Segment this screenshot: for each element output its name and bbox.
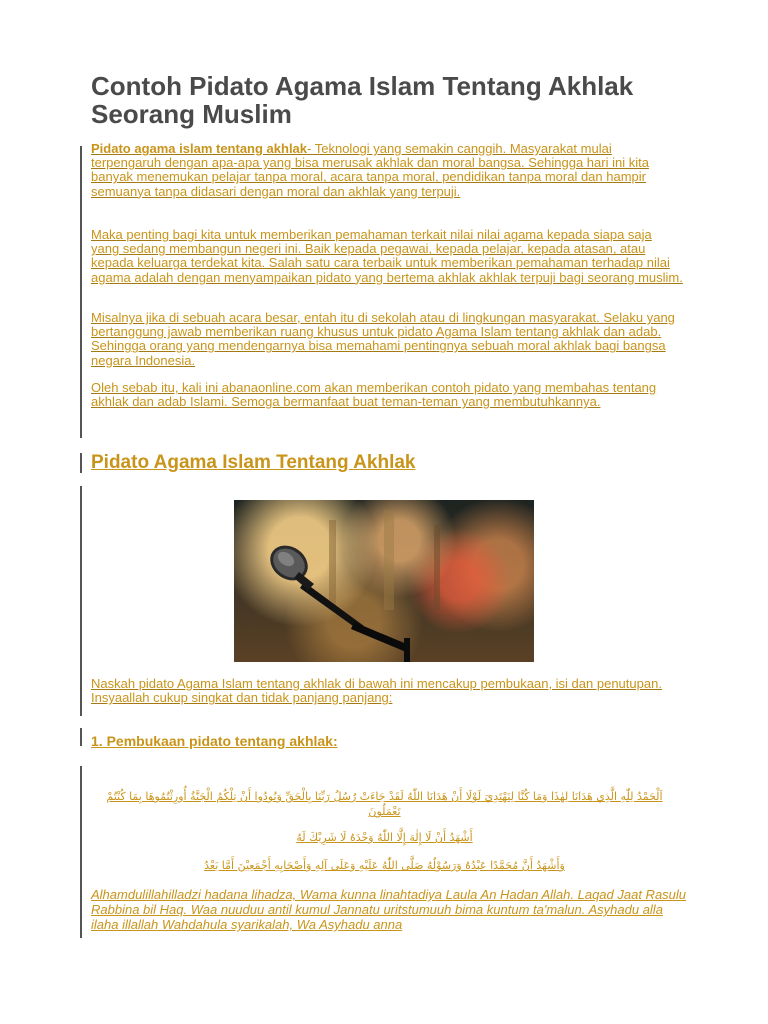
- left-border-rule-5: [80, 766, 82, 938]
- subheading-pembukaan[interactable]: 1. Pembukaan pidato tentang akhlak:: [91, 733, 338, 749]
- arabic-line-1: اَلْحَمْدُ لِلّٰهِ الَّذِي هَدَانَا لِهٰذَا وَمَا كُنَّا لِنَهْتَدِيَ لَوْلَا أَنْ هَدَانَا اللّٰهُ لَقَدْ جَاءَتْ رُسُلُ رَبِّنَا بِالْحَقِّ وَنُودُوا أَنْ تِلْكُمُ الْجَنَّةُ أُورِثْتُمُوهَا بِمَا كُنْتُمْ تَعْمَلُونَ: [106, 790, 663, 818]
- transliteration-paragraph[interactable]: Alhamdulillahilladzi hadana lihadza, Wama kunna linahtadiya Laula An Hadan Allah. Laqad Jaat Rasulu Rabbina bil Haq. Waa nuuduu antil kumul Jannatu uritstumuuh bima kuntum ta'malun. Asyhadu alla ilaha illallah Wahdahula syarikalah, Wa Asyhadu anna: [91, 887, 687, 932]
- arabic-line-2: أَشْهَدُ أَنْ لَا إِلٰهَ إِلَّا اللّٰهُ وَحْدَهُ لَا شَرِيْكَ لَهُ: [296, 831, 473, 844]
- arabic-line-3: وَأَشْهَدُ أَنَّ مُحَمَّدًا عَبْدُهُ وَرَسُوْلُهُ صَلَّى اللّٰهُ عَلَيْهِ وَعَلَى آلِهِ وَأَصْحَابِهِ أَجْمَعِيْنَ أَمَّا بَعْدُ: [204, 859, 565, 872]
- page-title: Contoh Pidato Agama Islam Tentang Akhlak Seorang Muslim: [91, 71, 634, 129]
- microphone-photo: [234, 500, 534, 662]
- microphone-icon: [234, 500, 534, 662]
- naskah-paragraph[interactable]: Naskah pidato Agama Islam tentang akhlak di bawah ini mencakup pembukaan, isi dan penutupan. Insyaallah cukup singkat dan tidak panjang panjang:: [91, 676, 662, 706]
- intro-rest-text: - Teknologi yang semakin canggih. Masyarakat mulai terpengaruh dengan apa-apa yang bisa merusak akhlak dan moral bangsa. Sehingga hari ini kita banyak menemukan pelajar tanpa moral, acara tanpa moral, pendidikan tanpa moral dan hampir semuanya tanpa didasari dengan moral dan akhlak yang terpuji.: [91, 141, 649, 199]
- left-border-rule-4: [80, 728, 82, 746]
- intro-lead-link[interactable]: Pidato agama islam tentang akhlak: [91, 141, 308, 156]
- intro-paragraph[interactable]: [91, 142, 683, 199]
- paragraph-4[interactable]: Oleh sebab itu, kali ini abanaonline.com akan memberikan contoh pidato yang membahas tentang akhlak dan adab Islami. Semoga bermanfaat buat teman-teman yang membutuhkannya.: [91, 380, 657, 410]
- paragraph-2[interactable]: Maka penting bagi kita untuk memberikan pemahaman terkait nilai nilai agama kepada siapa saja yang sedang membangun negeri ini. Baik kepada pegawai, kepada pelajar, kepada atasan, atau kepada keluarga terdekat kita. Salah satu cara terbaik untuk memberikan pemahaman terhadap nilai agama adalah dengan menyampaikan pidato yang bertema akhlak akhlak terpuji bagi seorang muslim.: [91, 227, 683, 285]
- left-border-rule-1: [80, 146, 82, 438]
- section-heading[interactable]: Pidato Agama Islam Tentang Akhlak: [91, 452, 416, 473]
- paragraph-3[interactable]: Misalnya jika di sebuah acara besar, entah itu di sekolah atau di lingkungan masyarakat. Selaku yang bertanggung jawab memberikan ruang khusus untuk pidato Agama Islam tentang akhlak dan adab. Sehingga orang yang mendengarnya bisa memahami pentingnya sebuah moral akhlak bagi bangsa negara Indonesia.: [91, 310, 675, 368]
- left-border-rule-2: [80, 453, 82, 473]
- left-border-rule-3: [80, 486, 82, 716]
